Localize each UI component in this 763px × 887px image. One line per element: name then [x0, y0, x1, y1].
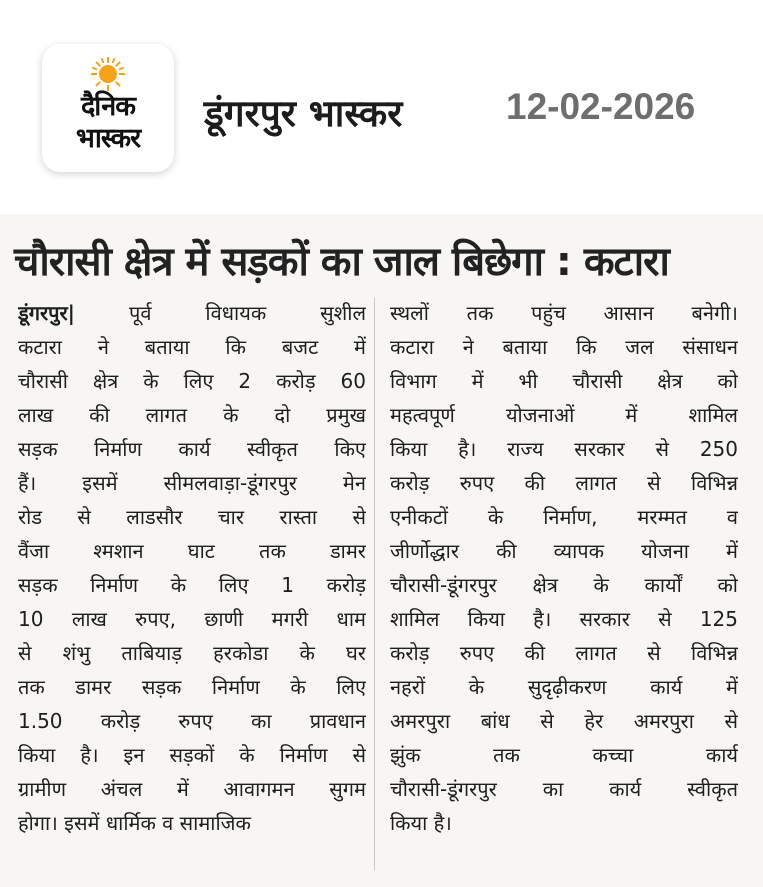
article-column-right: [390, 296, 738, 840]
article-text-line: करोड़ रुपए की लागत से विभिन्न: [390, 641, 738, 665]
article-text-line: लाख की लागत के दो प्रमुख: [18, 403, 366, 427]
article-text-line: किया है।: [390, 811, 452, 835]
logo-text-bhaskar: भास्कर: [75, 123, 141, 154]
article-headline: चौरासी क्षेत्र में सड़कों का जाल बिछेगा : कटारा: [14, 239, 669, 285]
article-text-line: सड़क निर्माण के लिए 1 करोड़: [18, 573, 366, 597]
article-text-line: झुंक तक कच्चा कार्य: [390, 743, 738, 767]
article-text-line: 10 लाख रुपए, छाणी मगरी धाम: [18, 607, 366, 631]
edition-title: डूंगरपुर भास्कर: [204, 92, 403, 135]
article-text-line: चौरासी क्षेत्र के लिए 2 करोड़ 60: [18, 369, 366, 393]
sun-icon: [90, 56, 126, 92]
article-text-line: [18, 296, 366, 330]
page-header: [0, 0, 763, 200]
article-text-line: हैं। इसमें सीमलवाड़ा-डूंगरपुर मेन: [18, 471, 366, 495]
article-text-line: विभाग में भी चौरासी क्षेत्र को: [390, 369, 738, 393]
article-text-line: नहरों के सुदृढ़ीकरण कार्य में: [390, 675, 738, 699]
article-text-line: से शंभु ताबियाड़ हरकोडा के घर: [18, 641, 366, 665]
article-text-line: चौरासी-डूंगरपुर का कार्य स्वीकृत: [390, 777, 738, 801]
article-text-line: होगा। इसमें धार्मिक व सामाजिक: [18, 811, 251, 835]
article-column-left: [18, 296, 366, 840]
article-text-line: सड़क निर्माण कार्य स्वीकृत किए: [18, 437, 366, 461]
article-text-line: जीर्णोद्धार की व्यापक योजना में: [390, 539, 738, 563]
article-text-line: 1.50 करोड़ रुपए का प्रावधान: [18, 709, 366, 733]
article-text-line: वैंजा श्मशान घाट तक डामर: [18, 539, 366, 563]
edition-date: 12-02-2026: [506, 86, 696, 127]
article-text-line: महत्वपूर्ण योजनाओं में शामिल: [390, 403, 738, 427]
newspaper-logo[interactable]: [42, 44, 174, 172]
article-text-line: शामिल किया है। सरकार से 125: [390, 607, 738, 631]
article-text-line: किया है। राज्य सरकार से 250: [390, 437, 738, 461]
column-divider: [374, 298, 375, 870]
article-text-line: स्थलों तक पहुंच आसान बनेगी।: [390, 301, 738, 325]
article-text-line: ग्रामीण अंचल में आवागमन सुगम: [18, 777, 366, 801]
article-text-line: तक डामर सड़क निर्माण के लिए: [18, 675, 366, 699]
article-text-line: अमरपुरा बांध से हेर अमरपुरा से: [390, 709, 738, 733]
logo-text-dainik: दैनिक: [80, 91, 136, 122]
article-text-line: करोड़ रुपए की लागत से विभिन्न: [390, 471, 738, 495]
article-text-line: रोड से लाडसौर चार रास्ता से: [18, 505, 366, 529]
article-text-line: चौरासी-डूंगरपुर क्षेत्र के कार्यों को: [390, 573, 738, 597]
article-text: पूर्व विधायक सुशील: [128, 301, 366, 325]
article-dateline: डूंगरपुर|: [18, 301, 75, 325]
article-text-line: कटारा ने बताया कि जल संसाधन: [390, 335, 738, 359]
article-text-line: किया है। इन सड़कों के निर्माण से: [18, 743, 366, 767]
article-text-line: एनीकटों के निर्माण, मरम्मत व: [390, 505, 738, 529]
article-text-line: कटारा ने बताया कि बजट में: [18, 335, 366, 359]
